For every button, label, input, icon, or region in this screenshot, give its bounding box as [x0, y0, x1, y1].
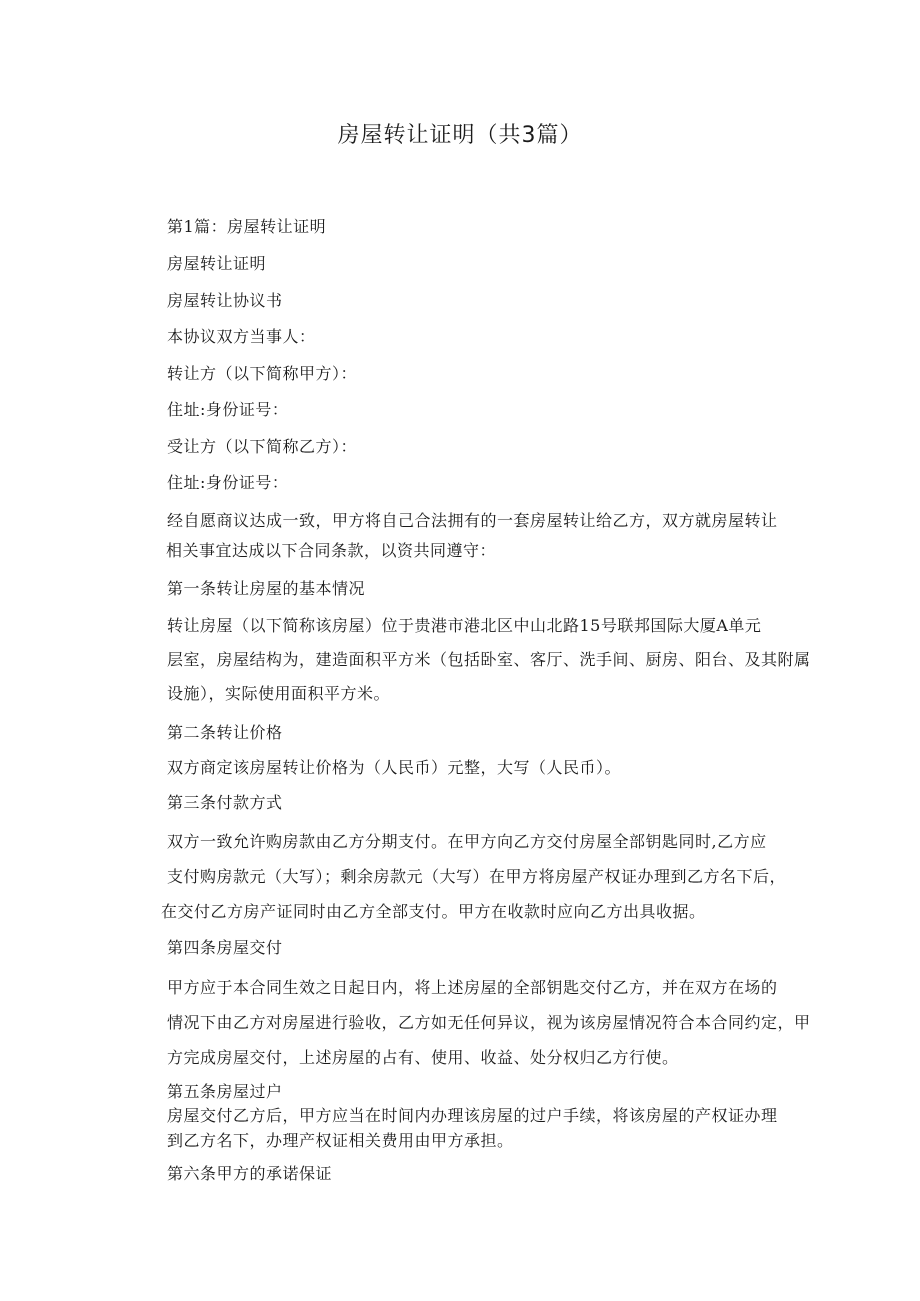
party-b-label: 受让方（以下简称乙方）：	[167, 437, 358, 456]
article-3-line: 支付购房款元（大写）；剩余房款元（大写）在甲方将房屋产权证办理到乙方名下后，	[167, 867, 787, 886]
article-3-line: 双方一致允许购房款由乙方分期支付。在甲方向乙方交付房屋全部钥匙同时,乙方应	[167, 832, 767, 851]
article-1-title: 第一条转让房屋的基本情况	[167, 579, 366, 598]
article-2-title: 第二条转让价格	[167, 723, 283, 742]
article-4-line: 方完成房屋交付，上述房屋的占有、使用、收益、处分权归乙方行使。	[167, 1048, 679, 1067]
article-5-body	[167, 1103, 778, 1153]
party-b-info: 住址:身份证号：	[167, 473, 289, 492]
article-5-line: 房屋交付乙方后，甲方应当在时间内办理该房屋的过户手续，将该房屋的产权证办理	[167, 1106, 778, 1125]
article-3-line: 在交付乙方房产证同时由乙方全部支付。甲方在收款时应向乙方出具收据。	[161, 902, 706, 921]
party-a-info: 住址:身份证号：	[167, 400, 289, 419]
article-5-line: 到乙方名下，办理产权证相关费用由甲方承担。	[167, 1131, 514, 1150]
article-6-title: 第六条甲方的承诺保证	[167, 1164, 333, 1183]
preamble-paragraph	[167, 506, 778, 566]
article-1-line: 转让房屋（以下简称该房屋）位于贵港市港北区中山北路15号联邦国际大厦A单元	[167, 616, 762, 635]
party-a-label: 转让方（以下简称甲方）：	[167, 364, 358, 383]
article-1-line: 设施），实际使用面积平方米。	[167, 684, 391, 703]
article-2-body: 双方商定该房屋转让价格为（人民币）元整，大写（人民币）。	[167, 758, 622, 777]
document-title: 房屋转让证明（共3篇）	[337, 123, 583, 148]
article-3-body	[161, 824, 787, 929]
article-4-line: 情况下由乙方对房屋进行验收，乙方如无任何异议，视为该房屋情况符合本合同约定，甲	[167, 1013, 811, 1032]
preamble-line: 经自愿商议达成一致，甲方将自己合法拥有的一套房屋转让给乙方，双方就房屋转让	[167, 511, 778, 530]
article-1-body	[167, 609, 811, 711]
section-heading-1: 第1篇：房屋转让证明	[167, 217, 327, 236]
article-4-title: 第四条房屋交付	[167, 938, 283, 957]
preamble-line: 相关事宜达成以下合同条款，以资共同遵守：	[166, 541, 497, 560]
article-4-line: 甲方应于本合同生效之日起日内，将上述房屋的全部钥匙交付乙方，并在双方在场的	[167, 978, 778, 997]
article-3-title: 第三条付款方式	[167, 793, 283, 812]
parties-intro: 本协议双方当事人：	[167, 327, 316, 346]
article-4-body	[167, 970, 811, 1075]
article-5-title: 第五条房屋过户	[167, 1082, 283, 1101]
section-heading-2: 房屋转让证明	[167, 254, 267, 273]
article-1-line: 层室，房屋结构为，建造面积平方米（包括卧室、客厅、洗手间、厨房、阳台、及其附属	[167, 650, 811, 669]
agreement-heading: 房屋转让协议书	[167, 291, 283, 310]
